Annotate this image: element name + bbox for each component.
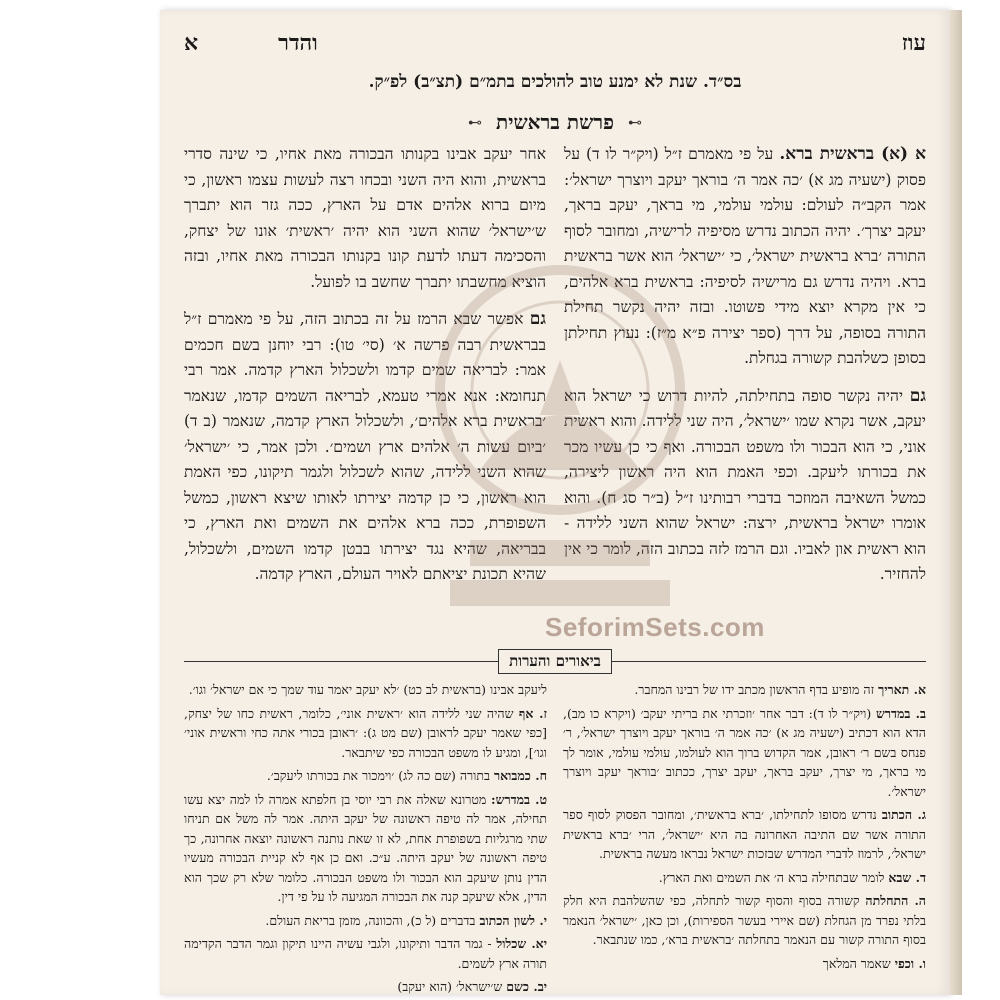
main-column-right bbox=[564, 142, 926, 642]
note-item bbox=[563, 891, 926, 950]
page-spine bbox=[950, 10, 962, 995]
note-item bbox=[184, 977, 547, 995]
note-lead: ז. אף bbox=[518, 705, 547, 721]
note-lead: ב. במדרש bbox=[876, 705, 926, 721]
intro-line: בס״ד. שנת לא ימנע טוב להולכים בתמ״ם (תצ״ב) לפ״ק. bbox=[368, 72, 742, 92]
main-text-columns bbox=[184, 142, 926, 642]
note-lead: ד. שבא bbox=[888, 869, 926, 885]
main-paragraph bbox=[184, 142, 546, 295]
note-text: (ויק״ר לו ד): דבר אחר ׳וזכרתי את בריתי יעקב׳ (ויקרא כו מב), הדא הוא דכתיב (ישעיה מג א) ׳כה אמר ה׳ בוראך יעקב ויוצרך ישראל׳, ר׳ פנחס בשם ר׳ ראובן, אמר הקדוש ברוך הוא לעולמו, עולמי עולמי, אומר לך מי בראך, מי יצרך, יעקב בראך, יעקב יצרך, ככתוב ׳בוראך יעקב ויוצרך ישראל׳. bbox=[563, 705, 926, 799]
main-paragraph bbox=[564, 142, 926, 372]
paragraph-text: על פי מאמרם ז״ל (ויק״ר לו ד) על פסוק (ישעיה מג א) ׳כה אמר ה׳ בוראך יעקב ויוצרך ישראל׳: אמר הקב״ה לעולם: עולמי עולמי, מי בראך, יעקב בראך, יעקב יצרך׳. יהיה הכתוב נדרש מסיפיה לרישיה, ומחובר לסוף התורה ׳ברא בראשית ישראל׳, כי ׳ישראל׳ הוא אשר בראשית ברא. ויהיה נדרש גם מרישיה לסיפיה: בראשית ברא אלהים, כי אין מקרא יוצא מידי פשוטו. ובזה יהיה נקשר תחילת התורה בסופה, על דרך (ספר יצירה פ״א מ״ז): נעוץ תחילתן בסופן כשלהבת קשורה בגחלת. bbox=[564, 145, 926, 367]
main-paragraph bbox=[184, 307, 546, 588]
divider bbox=[184, 661, 498, 662]
watermark-text: SeforimSets.com bbox=[545, 612, 765, 642]
paragraph-text: אפשר שבא הרמז על זה בכתוב הזה, על פי מאמרם ז״ל בבראשית רבה פרשה א׳ (סי׳ טו): רבי יוחנן בשם חכמים אמר: לבריאה שמים קדמו ולשכלול הארץ קדמה. אמר רבי תנחומא: אנא אמרי טעמא, לבריאה השמים קדמו, שנאמר ׳בראשית ברא אלהים׳, ולשכלול הארץ קדמה, שנאמר (ב ד) ׳ביום עשות ה׳ אלהים ארץ ושמים׳. ולכן אמר, כי ׳ישראל׳ שהוא השני ללידה, שהוא לשכלול ולגמר תיקונו, כפי האמת הוא ראשון, כי כן קדמה יצירתו לאותו שיצא ראשון, כמשל השפופרת, ככה ברא אלהים את השמים ואת הארץ, כי בבריאה, שהיא נגד יצירתו בבטן קדמו השמים, ולשכלול, שהיא תכונת יציאתם לאויר העולם, הארץ קדמה. bbox=[184, 310, 546, 583]
note-item bbox=[184, 911, 547, 931]
note-text: קשורה בסוף והסוף קשור לתחלה, כפי שהשלהבת היא חלק בלתי נפרד מן הגחלת (שם איירי בעשר הספירות), וכן כאן, ׳ישראל׳ הנאמר בסוף התורה קשור עם הנאמר בתחלתה ׳בראשית ברא׳, כמו שנתבאר. bbox=[563, 893, 926, 947]
note-item bbox=[563, 680, 926, 700]
note-lead: א. תאריך bbox=[878, 682, 926, 697]
notes-column-left bbox=[184, 680, 547, 994]
note-text: שהיה שני ללידה הוא ׳ראשית אוני׳, כלומר, ראשית כחו של יצחק, [כפי שאמר יעקב לראובן (שם מט ג): ׳ראובן בכורי אתה כחי וראשית אוני׳ וגו׳], ומגיע לו משפט הבכורה כפי שיתבאר. bbox=[184, 705, 547, 760]
note-item bbox=[563, 805, 926, 864]
ornament-icon: ⊶ bbox=[627, 114, 642, 131]
note-item bbox=[184, 934, 547, 973]
note-lead: יא. שכלול bbox=[496, 936, 547, 951]
main-paragraph bbox=[564, 384, 926, 588]
note-lead: ט. במדרש: bbox=[491, 791, 547, 807]
running-head-title-left: והדר bbox=[278, 30, 318, 56]
note-item bbox=[563, 704, 926, 802]
notes-title: ביאורים והערות bbox=[498, 649, 612, 674]
note-item bbox=[563, 954, 926, 974]
notes-column-right bbox=[563, 680, 926, 980]
note-text: בדברים (ל כ), והכוונה, מזמן בריאת העולם. bbox=[265, 912, 476, 928]
note-lead: ג. הכתוב bbox=[881, 807, 926, 822]
note-lead: ה. התחלתה bbox=[865, 893, 926, 908]
parsha-title: פרשת בראשית bbox=[496, 110, 614, 134]
paragraph-text: אחר יעקב אבינו בקנותו הבכורה מאת אחיו, כי שינה סדרי בראשית, והוא היה השני ובכחו רצה לעשות עצמו ראשון, כי מיום ברוא אלהים אדם על הארץ, ככה גזר הוא יתברך ש׳ישראל׳ שהוא השני הוא יהיה ׳ראשית׳ אונו של יצחק, והסכימה דעתו לדעת קונו בקנותו הבכורה מאת אחיו, ובזה הוציא מחשבתו יתברך שחשב בו לפועל. bbox=[184, 145, 546, 291]
note-text: מטרונא שאלה את רבי יוסי בן חלפתא אמרה לו למה יצא עשו תחילה, אמר לה טיפה ראשונה של יעקב היתה. אמר לה משל אם תניחו שתי מרגליות בשפופרת אחת, לא זו שאת נותנה ראשונה יוצאה אחרונה, כך טיפה ראשונה של יעקב היתה. ע״כ. ואם כן אף לא קניית הבכורה מעשיו הדין נותן שיעקב הוא הבכור ולו משפט הבכורה. כלומר שלא רק שכך הוא הדין, אלא שיעקב קנה את הבכורה המגיעה לו על פי דין. bbox=[184, 791, 547, 904]
note-item bbox=[184, 766, 547, 786]
note-text: לומר שבתחילה ברא ה׳ את השמים ואת הארץ. bbox=[658, 869, 885, 885]
notes-columns bbox=[184, 680, 926, 994]
note-text: ליעקב אבינו (בראשית לב כט) ׳לא יעקב יאמר עוד שמך כי אם ישראל׳ וגו׳. bbox=[188, 682, 547, 697]
ornament-icon: ⊶ bbox=[468, 114, 483, 131]
note-item bbox=[184, 790, 547, 907]
paragraph-text: יהיה נקשר סופה בתחילתה, להיות דרוש כי ישראל הוא יעקב, אשר נקרא שמו ׳ישראל׳, היה שני ללידה. והוא ראשית אוני, כי הוא הבכור ולו משפט הבכורה. ואף כי כן עשיו מכר את בכורתו ליעקב. וכפי האמת הוא היה ראשון ליצירה, כמשל השאיבה המוזכר בדברי רבותינו ז״ל (ב״ר סג ח). והוא אומרו ישראל בראשית, ירצה: ישראל שהוא השני ללידה - הוא ראשית און לאביו. וגם הרמז לזה בכתוב הזה, לומר כי אין להחזיר. bbox=[564, 386, 926, 583]
note-text: בתורה (שם כה לג) ׳וימכור את בכורתו ליעקב׳. bbox=[266, 768, 490, 783]
note-lead: י. לשון הכתוב bbox=[479, 912, 547, 928]
running-head bbox=[184, 28, 926, 58]
note-text: זה מופיע בדף הראשון מכתב ידו של רבינו המחבר. bbox=[634, 682, 875, 697]
note-lead: ו. וכפי bbox=[894, 955, 926, 971]
note-lead: ח. כמבואר bbox=[493, 768, 547, 783]
main-column-left bbox=[184, 142, 546, 642]
book-page bbox=[160, 10, 950, 995]
page-letter: א bbox=[184, 30, 199, 56]
divider bbox=[612, 661, 926, 662]
note-text: שאמר המלאך bbox=[822, 955, 891, 971]
note-item bbox=[184, 680, 547, 700]
running-head-left bbox=[184, 30, 318, 56]
notes-header bbox=[184, 650, 926, 672]
note-text: נדרש מסופו לתחילתו, ׳ברא בראשית׳, ומחובר הפסוק לסוף ספר התורה אשר שם התיבה האחרונה בה היא ׳ישראל׳, הרי ׳ברא בראשית ישראל׳, לרמוז לדברי המדרש שבזכות ישראל נבראו מעשה בראשית. bbox=[563, 807, 926, 861]
note-text: ש׳ישראל׳ (הוא יעקב) bbox=[397, 979, 503, 994]
note-item bbox=[184, 704, 547, 763]
note-lead: יב. כשם bbox=[506, 979, 547, 994]
note-item bbox=[563, 868, 926, 888]
paragraph-lead: גם bbox=[909, 385, 926, 406]
parsha-title-row bbox=[184, 110, 926, 135]
paragraph-lead: גם bbox=[529, 309, 546, 329]
note-text: - גמר הדבר ותיקונו, ולגבי עשיה היינו תיקון וגמר הדבר הקדימה תורה ארץ לשמים. bbox=[184, 936, 547, 971]
running-head-title-right: עוז bbox=[901, 30, 926, 56]
paragraph-lead: א (א) בראשית ברא. bbox=[779, 144, 926, 164]
